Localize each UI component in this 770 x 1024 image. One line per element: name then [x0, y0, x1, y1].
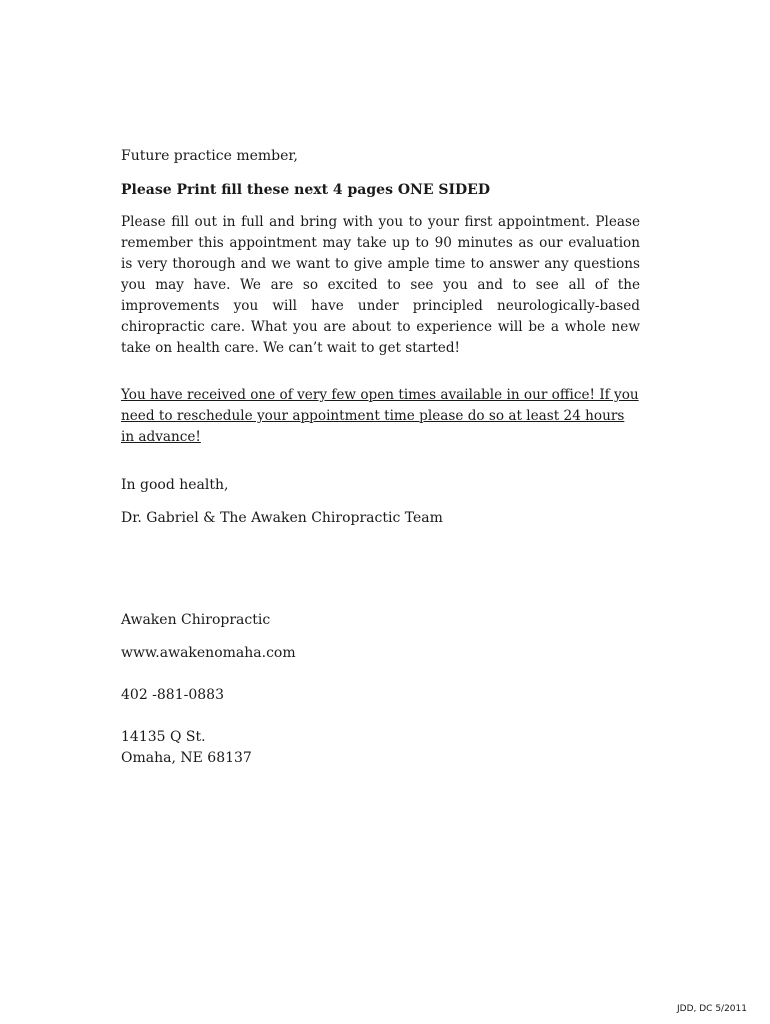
- reschedule-notice: You have received one of very few open times available in our office! If you need to reschedule your appointment time please do so at least 24 hours in advance!: [121, 387, 639, 445]
- footer-code: JDD, DC 5/2011: [677, 1004, 747, 1014]
- org-name: Awaken Chiropractic: [121, 612, 271, 628]
- print-instruction: Please Print fill these next 4 pages ONE SIDED: [121, 182, 490, 198]
- city-address: Omaha, NE 68137: [121, 750, 252, 766]
- signature: Dr. Gabriel & The Awaken Chiropractic Team: [121, 510, 443, 526]
- website: www.awakenomaha.com: [121, 645, 296, 661]
- closing: In good health,: [121, 477, 229, 493]
- phone-number: 402 -881-0883: [121, 687, 224, 703]
- body-paragraph: Please fill out in full and bring with you to your first appointment. Please remember this appointment may take up to 90 minutes as our evaluation is very thorough and we want to give ample time to answer any questions you may have. We are so excited to see you and to see all of the improvements you will have under principled neurologically-based chiropractic care. What you are about to experience will be a whole new take on health care. We can’t wait to get started!: [121, 214, 640, 356]
- street-address: 14135 Q St.: [121, 729, 206, 745]
- greeting: Future practice member,: [121, 148, 299, 164]
